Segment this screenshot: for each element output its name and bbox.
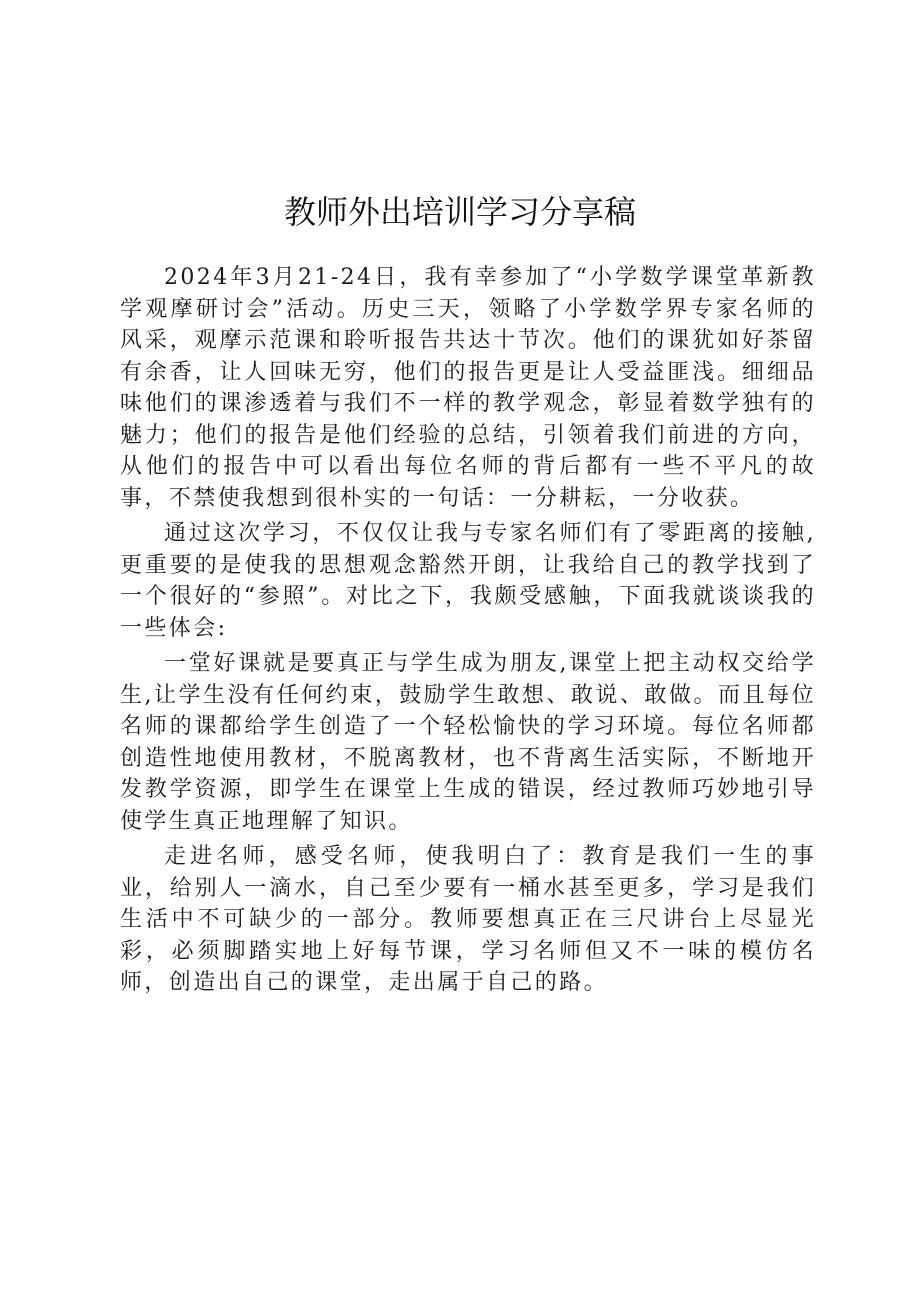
document-title: 教师外出培训学习分享稿	[283, 193, 636, 231]
paragraph-4: 走进名师，感受名师，使我明白了：教育是我们一生的事业，给别人一滴水，自己至少要有一桶水甚至更多，学习是我们生活中不可缺少的一部分。教师要想真正在三尺讲台上尽显光彩，必须脚踏实地上好每节课，学习名师但又不一味的模仿名师，创造出自己的课堂，走出属于自己的路。	[120, 844, 816, 995]
paragraph-3: 一堂好课就是要真正与学生成为朋友,课堂上把主动权交给学生,让学生没有任何约束，鼓励学生敢想、敢说、敢做。而且每位名师的课都给学生创造了一个轻松愉快的学习环境。每位名师都创造性地使用教材，不脱离教材，也不背离生活实际，不断地开发教学资源，即学生在课堂上生成的错误，经过教师巧妙地引导使学生真正地理解了知识。	[120, 651, 816, 834]
paragraph-2: 通过这次学习，不仅仅让我与专家名师们有了零距离的接触,更重要的是使我的思想观念豁然开朗，让我给自己的教学找到了一个很好的“参照”。对比之下，我颇受感触，下面我就谈谈我的一些体会:	[120, 521, 816, 641]
document-body	[120, 262, 816, 999]
paragraph-1: 2024年3月21-24日，我有幸参加了“小学数学课堂革新教学观摩研讨会”活动。历史三天，领略了小学数学界专家名师的风采，观摩示范课和聆听报告共达十节次。他们的课犹如好茶留有余香，让人回味无穷，他们的报告更是让人受益匪浅。细细品味他们的课渗透着与我们不一样的教学观念，彰显着数学独有的魅力；他们的报告是他们经验的总结，引领着我们前进的方向，从他们的报告中可以看出每位名师的背后都有一些不平凡的故事，不禁使我想到很朴实的一句话：一分耕耘，一分收获。	[120, 265, 816, 511]
